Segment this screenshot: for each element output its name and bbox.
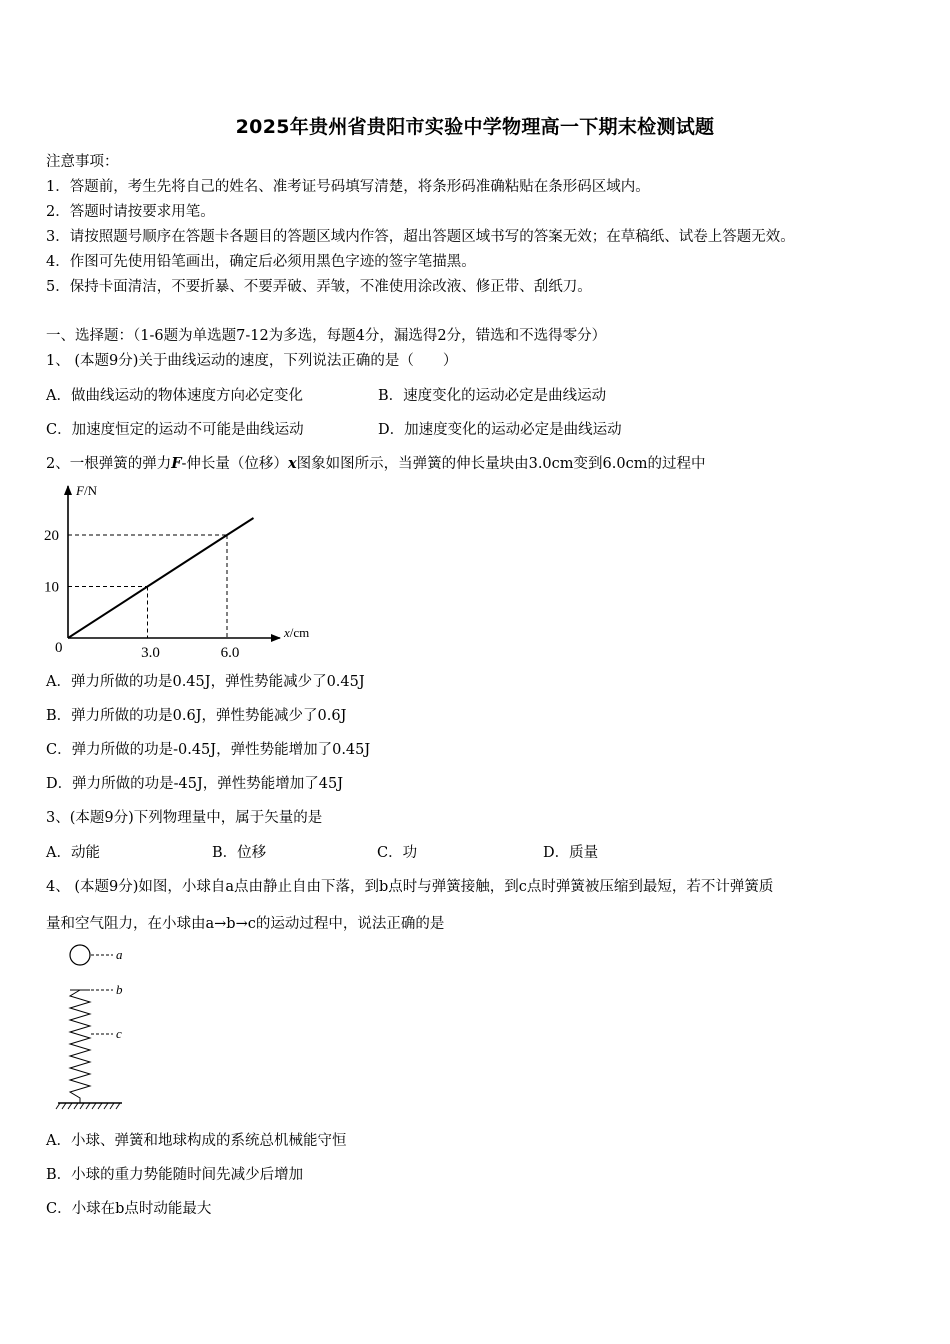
notice-item-1: 1．答题前，考生先将自己的姓名、准考证号码填写清楚，将条形码准确粘贴在条形码区域内。	[46, 179, 650, 195]
q3-stem: 3、(本题9分)下列物理量中，属于矢量的是	[46, 810, 323, 826]
q4-option-c: C．小球在b点时动能最大	[46, 1201, 212, 1217]
q4-stem-line1: 4、 (本题9分)如图，小球自a点由静止自由下落，到b点时与弹簧接触，到c点时弹簧被压缩到最短，若不计弹簧质	[46, 879, 774, 895]
q2-option-a: A．弹力所做的功是0.45J，弹性势能减少了0.45J	[46, 674, 365, 690]
q1-option-d: D．加速度变化的运动必定是曲线运动	[378, 422, 622, 438]
y-tick-label-10: 10	[44, 579, 59, 596]
y-axis-label	[75, 483, 98, 498]
x-tick-label-6: 6.0	[220, 645, 240, 661]
x-axis-label-unit: /cm	[289, 625, 310, 640]
q3-option-b: B．位移	[212, 845, 267, 861]
q2-stem-x: x	[287, 455, 297, 472]
q2-stem-mid: -伸长量（位移）	[181, 456, 288, 472]
force-extension-chart	[40, 478, 330, 663]
label-c: c	[116, 1026, 122, 1041]
spring	[70, 990, 90, 1103]
notice-item-2: 2．答题时请按要求用笔。	[46, 204, 215, 220]
label-b: b	[116, 982, 123, 997]
y-axis-label-var: F	[76, 483, 84, 498]
q4-option-b: B．小球的重力势能随时间先减少后增加	[46, 1167, 304, 1183]
y-axis-label-unit: /N	[83, 483, 97, 498]
ball-spring-figure	[50, 940, 150, 1115]
q1-stem: 1、 (本题9分)关于曲线运动的速度，下列说法正确的是（ ）	[46, 353, 458, 369]
ground-hatch	[56, 1103, 120, 1109]
q4-stem-line2: 量和空气阻力，在小球由a→b→c的运动过程中，说法正确的是	[46, 916, 445, 932]
label-a: a	[116, 947, 123, 962]
page-title: 2025年贵州省贵阳市实验中学物理高一下期末检测试题	[235, 116, 715, 138]
q4-option-a: A．小球、弹簧和地球构成的系统总机械能守恒	[46, 1133, 347, 1149]
section-heading: 一、选择题：（1-6题为单选题7-12为多选，每题4分，漏选得2分，错选和不选得零分）	[46, 328, 607, 344]
q3-option-a: A．动能	[46, 845, 100, 861]
q2-stem-F: F	[171, 455, 182, 472]
notice-heading: 注意事项：	[46, 154, 119, 170]
q1-option-c: C．加速度恒定的运动不可能是曲线运动	[46, 422, 304, 438]
origin-label: 0	[55, 640, 63, 656]
q2-option-d: D．弹力所做的功是-45J，弹性势能增加了45J	[46, 776, 344, 792]
q2-stem-prefix: 2、一根弹簧的弹力	[46, 456, 172, 472]
q2-stem-suffix: 图象如图所示，当弹簧的伸长量块由3.0cm变到6.0cm的过程中	[296, 456, 706, 472]
force-line	[68, 518, 254, 638]
q2-option-c: C．弹力所做的功是-0.45J，弹性势能增加了0.45J	[46, 742, 371, 758]
q2-option-b: B．弹力所做的功是0.6J，弹性势能减少了0.6J	[46, 708, 347, 724]
x-axis-label-var: x	[284, 625, 290, 640]
q3-option-c: C．功	[377, 845, 418, 861]
q2-stem	[46, 454, 705, 474]
notice-item-4: 4．作图可先使用铅笔画出，确定后必须用黑色字迹的签字笔描黑。	[46, 254, 476, 270]
x-tick-label-3: 3.0	[141, 645, 160, 661]
y-tick-label-20: 20	[44, 528, 59, 544]
ball	[70, 945, 90, 965]
x-axis-label	[283, 625, 309, 640]
q1-option-b: B．速度变化的运动必定是曲线运动	[378, 388, 607, 404]
q1-option-a: A．做曲线运动的物体速度方向必定变化	[46, 388, 303, 404]
notice-item-5: 5．保持卡面清洁，不要折暴、不要弄破、弄皱，不准使用涂改液、修正带、刮纸刀。	[46, 279, 592, 295]
notice-item-3: 3．请按照题号顺序在答题卡各题目的答题区域内作答，超出答题区域书写的答案无效；在草稿纸、试卷上答题无效。	[46, 229, 795, 245]
q3-option-d: D．质量	[543, 845, 599, 861]
